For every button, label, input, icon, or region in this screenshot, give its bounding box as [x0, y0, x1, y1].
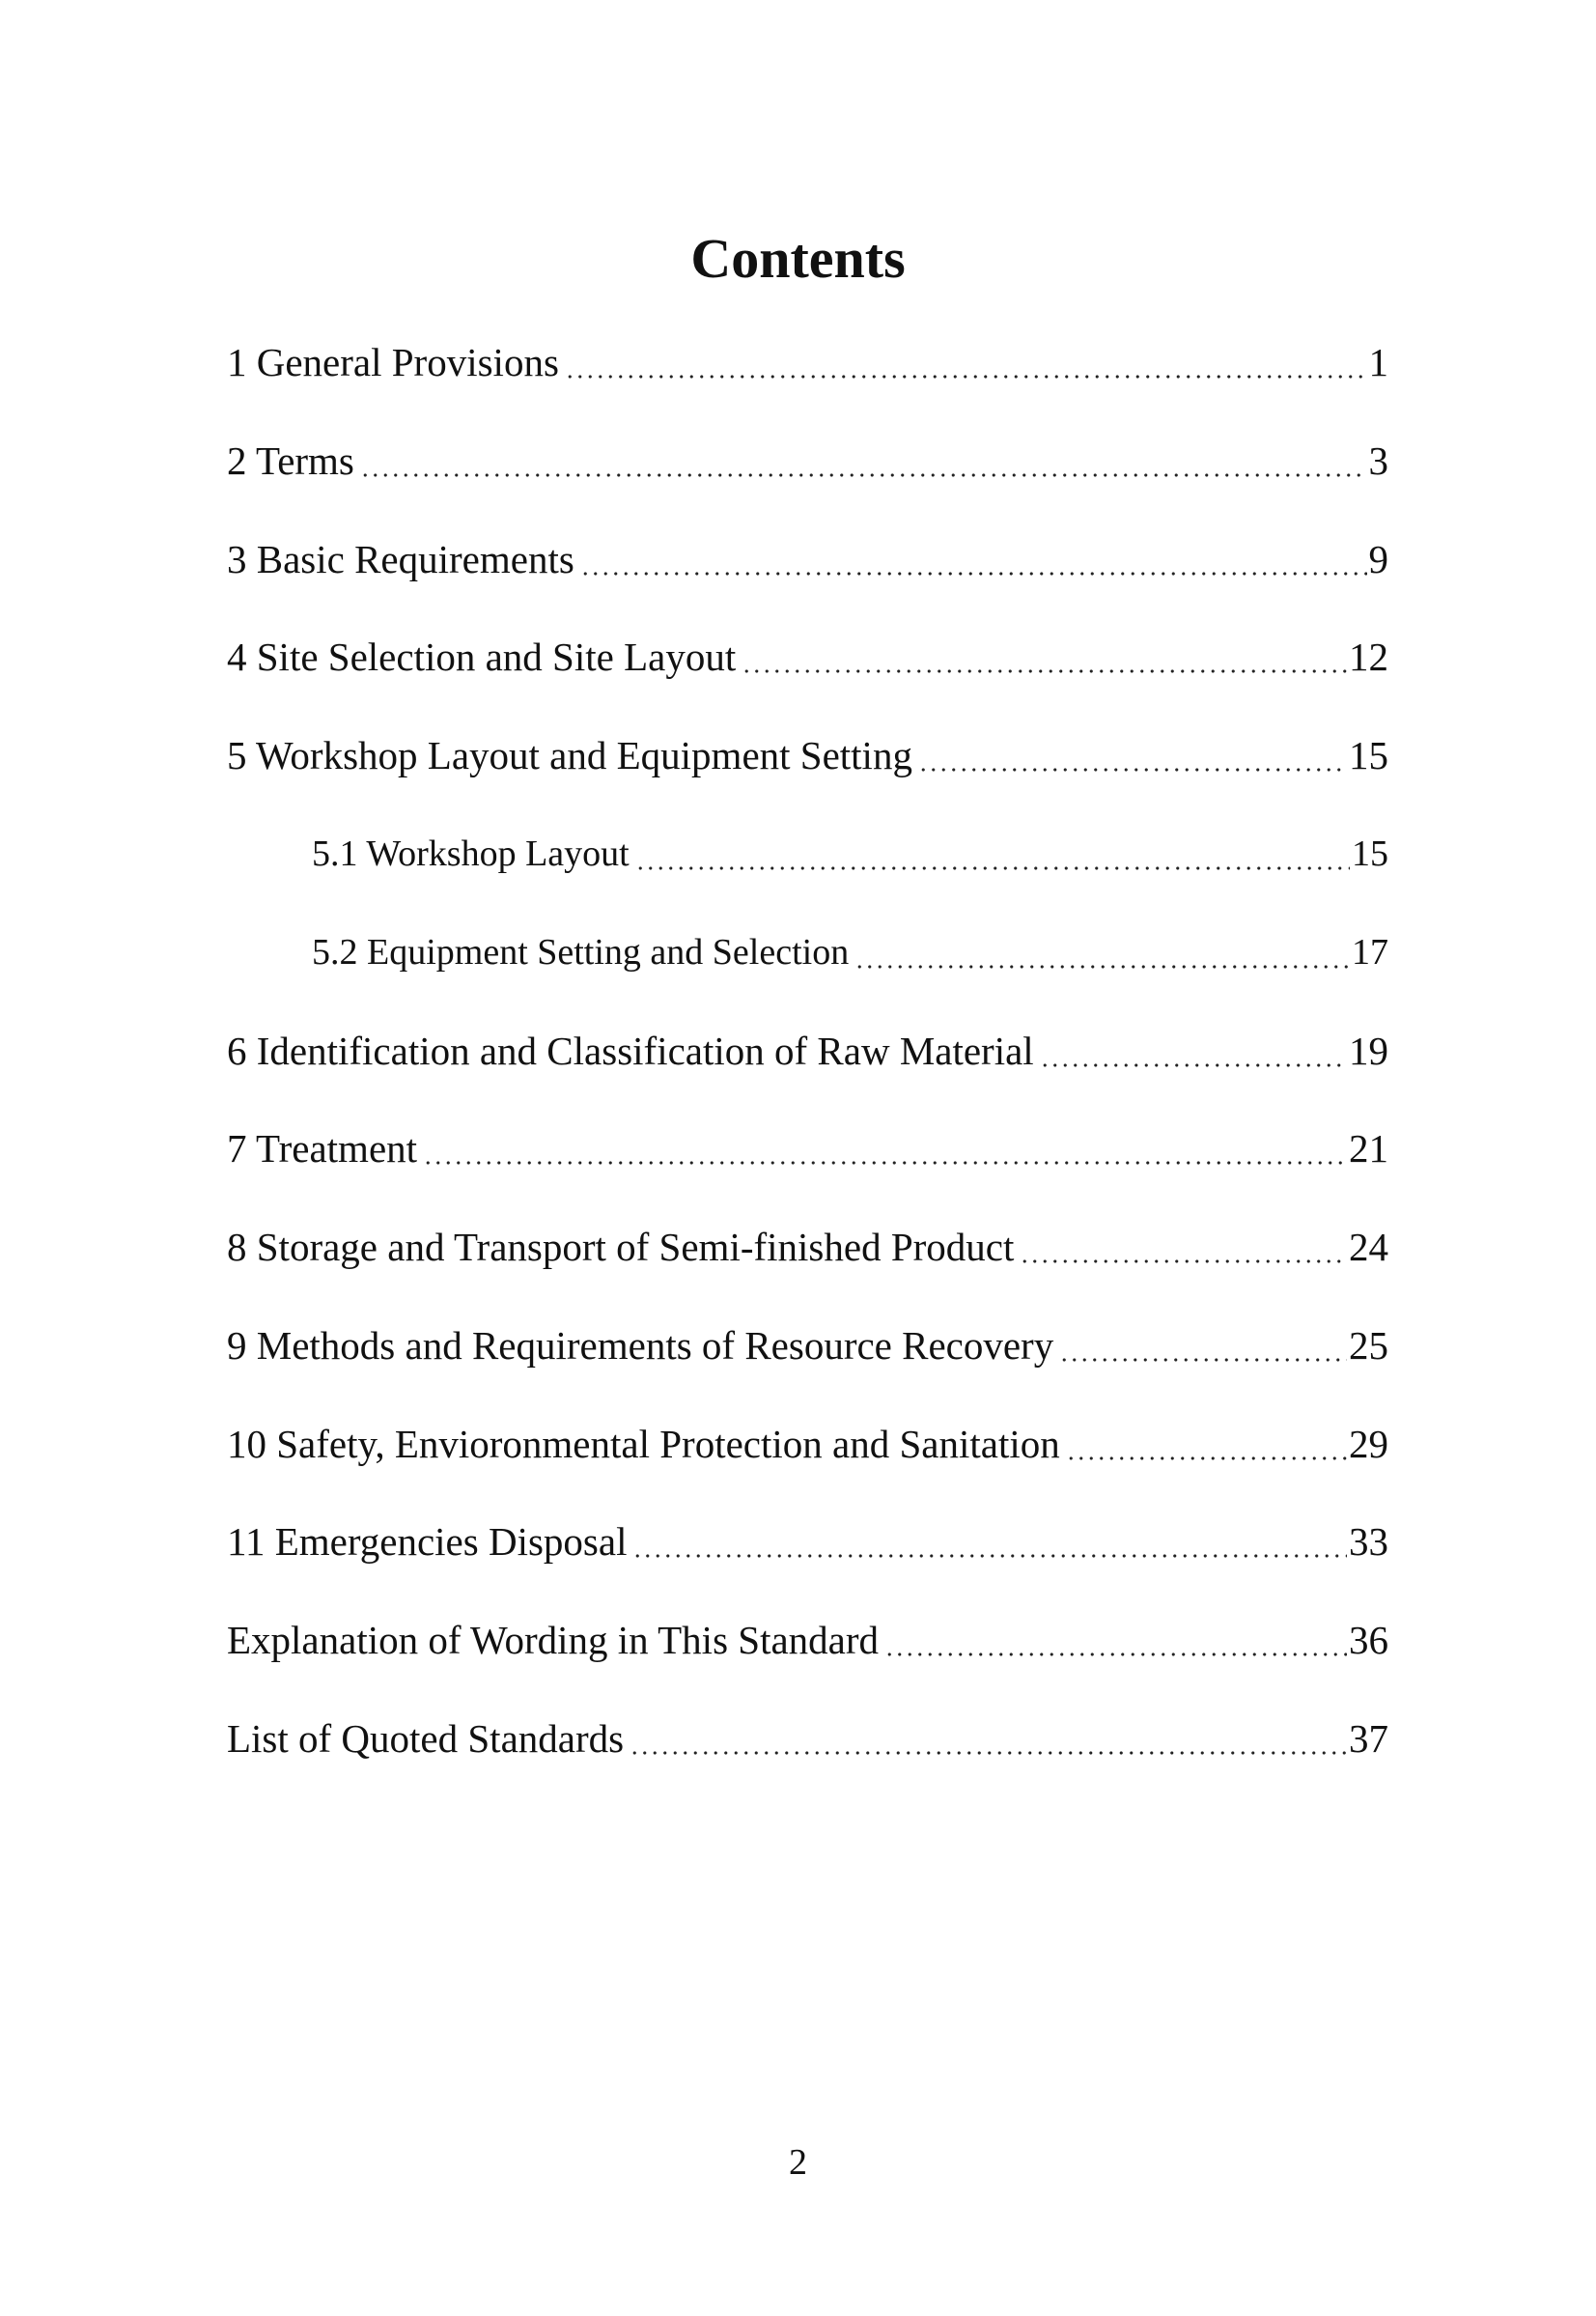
toc-page-number: 25	[1349, 1323, 1388, 1368]
toc-entry-label: 5.1 Workshop Layout	[312, 833, 630, 874]
toc-entry-label: 10 Safety, Envioronmental Protection and Sanitation	[227, 1422, 1060, 1466]
dot-leader	[854, 919, 1350, 970]
toc-entry-workshop-layout-and-equipment-setting[interactable]	[227, 722, 1388, 780]
toc-entry-label: 5 Workshop Layout and Equipment Setting	[227, 733, 912, 777]
toc-page-number: 1	[1368, 340, 1388, 384]
page-number: 2	[789, 2142, 807, 2183]
toc-entry-workshop-layout[interactable]	[312, 821, 1388, 879]
toc-entry-label: List of Quoted Standards	[227, 1716, 625, 1761]
toc-entry-label: 3 Basic Requirements	[227, 537, 574, 581]
toc-page-number: 24	[1349, 1225, 1388, 1269]
toc-entry-identification-and-classification-of-raw-material[interactable]	[227, 1018, 1388, 1076]
dot-leader	[1066, 1411, 1347, 1461]
page-title: Contents	[690, 227, 906, 290]
dot-leader	[630, 1706, 1347, 1756]
toc-page-number: 21	[1349, 1126, 1388, 1171]
toc-entry-list-of-quoted-standards[interactable]	[227, 1706, 1388, 1764]
toc-entry-emergencies-disposal[interactable]	[227, 1509, 1388, 1567]
toc-page-number: 9	[1368, 537, 1388, 581]
toc-entry-site-selection-and-site-layout[interactable]	[227, 624, 1388, 682]
toc-entry-terms[interactable]	[227, 428, 1388, 486]
dot-leader	[918, 722, 1347, 773]
toc-entry-label: 5.2 Equipment Setting and Selection	[312, 932, 850, 973]
dot-leader	[884, 1607, 1347, 1657]
toc-entry-label: Explanation of Wording in This Standard	[227, 1618, 880, 1662]
toc-entry-basic-requirements[interactable]	[227, 526, 1388, 584]
toc-entry-label: 11 Emergencies Disposal	[227, 1519, 628, 1564]
toc-entry-label: 9 Methods and Requirements of Resource Recovery	[227, 1323, 1054, 1368]
dot-leader	[1020, 1214, 1347, 1264]
toc-entry-treatment[interactable]	[227, 1116, 1388, 1173]
dot-leader	[635, 821, 1350, 871]
dot-leader	[580, 526, 1367, 577]
toc-entry-safety-environmental-protection-and-sanitation[interactable]	[227, 1411, 1388, 1469]
toc-page-number: 12	[1349, 635, 1388, 679]
toc-entry-equipment-setting-and-selection[interactable]	[312, 919, 1388, 977]
toc-page-number: 15	[1352, 833, 1388, 874]
toc-page-number: 36	[1349, 1618, 1388, 1662]
toc-entry-label: 6 Identification and Classification of Raw Material	[227, 1029, 1034, 1073]
toc-page-number: 29	[1349, 1422, 1388, 1466]
dot-leader	[1040, 1018, 1347, 1068]
toc-entry-label: 8 Storage and Transport of Semi-finished Product	[227, 1225, 1015, 1269]
toc-entry-explanation-of-wording[interactable]	[227, 1607, 1388, 1665]
dot-leader	[360, 428, 1367, 478]
toc-entry-general-provisions[interactable]	[227, 329, 1388, 387]
dot-leader	[565, 329, 1367, 380]
dot-leader	[423, 1116, 1347, 1166]
toc-entry-label: 4 Site Selection and Site Layout	[227, 635, 737, 679]
toc-page-number: 17	[1352, 932, 1388, 973]
dot-leader	[1059, 1313, 1347, 1363]
toc-entry-storage-and-transport-of-semi-finished-product[interactable]	[227, 1214, 1388, 1272]
toc-page-number: 19	[1349, 1029, 1388, 1073]
toc-entry-methods-and-requirements-of-resource-recovery[interactable]	[227, 1313, 1388, 1370]
toc-entry-label: 2 Terms	[227, 438, 354, 483]
toc-entry-label: 7 Treatment	[227, 1126, 418, 1171]
toc-page-number: 37	[1349, 1716, 1388, 1761]
toc-page-number: 33	[1349, 1519, 1388, 1564]
toc-entry-label: 1 General Provisions	[227, 340, 559, 384]
dot-leader	[632, 1509, 1347, 1559]
toc-page-number: 15	[1349, 733, 1388, 777]
toc-page-number: 3	[1368, 438, 1388, 483]
dot-leader	[742, 624, 1347, 674]
